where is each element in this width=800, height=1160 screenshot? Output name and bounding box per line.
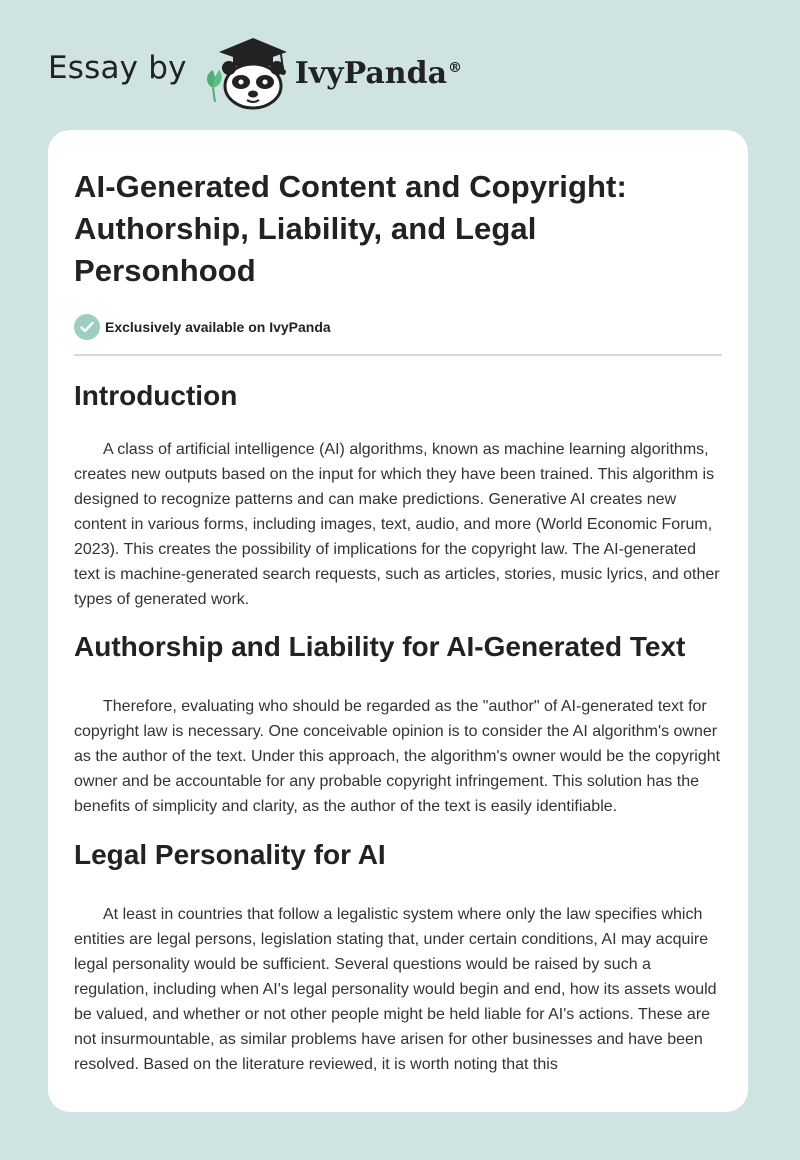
section-heading-authorship: Authorship and Liability for AI-Generated Text (74, 631, 686, 662)
exclusive-label: Exclusively available on IvyPanda (105, 319, 331, 335)
registered-mark: ® (448, 59, 463, 76)
checkmark-icon (74, 314, 100, 340)
section-heading-legal-personality: Legal Personality for AI (74, 839, 386, 870)
section-text-authorship: Therefore, evaluating who should be regarded as the "author" of AI-generated text for copyright law is necessary. One conceivable opinion is to consider the AI algorithm's owner as the author of the text. Under this approach, the algorithm's owner would be the copyright owner and be accountable for any probable copyright infringement. This solution has the benefits of simplicity and clarity, as the author of the text is easily identifiable. (74, 698, 721, 815)
brand-name-text: IvyPanda (294, 55, 448, 91)
panda-logo-icon (203, 30, 291, 110)
brand-header[interactable] (48, 30, 462, 110)
brand-name (295, 56, 462, 91)
essay-card (48, 130, 748, 1112)
exclusive-badge (74, 314, 722, 340)
brand-prefix: Essay by (48, 50, 187, 86)
page-title: AI-Generated Content and Copyright: Authorship, Liability, and Legal Personhood (74, 169, 627, 288)
divider (74, 354, 722, 356)
section-heading-introduction: Introduction (74, 380, 238, 411)
section-text-introduction: A class of artificial intelligence (AI) algorithms, known as machine learning algorithms, creates new outputs based on the input for which they have been trained. This algorithm is designed to recognize patterns and can make predictions. Generative AI creates new content in various forms, including images, text, audio, and more (World Economic Forum, 2023). This creates the possibility of implications for the copyright law. The AI-generated text is machine-generated search requests, such as articles, stories, music lyrics, and other types of generated work. (74, 441, 720, 608)
section-text-legal-personality: At least in countries that follow a legalistic system where only the law specifies which entities are legal persons, legislation stating that, under certain conditions, AI may acquire legal personality would be sufficient. Several questions would be raised by such a regulation, including when AI's legal personality would begin and end, how its assets would be valued, and whether or not other people might be held liable for AI's actions. These are not insurmountable, as similar problems have arisen for other businesses and have been resolved. Based on the literature reviewed, it is worth noting that this (74, 906, 717, 1073)
